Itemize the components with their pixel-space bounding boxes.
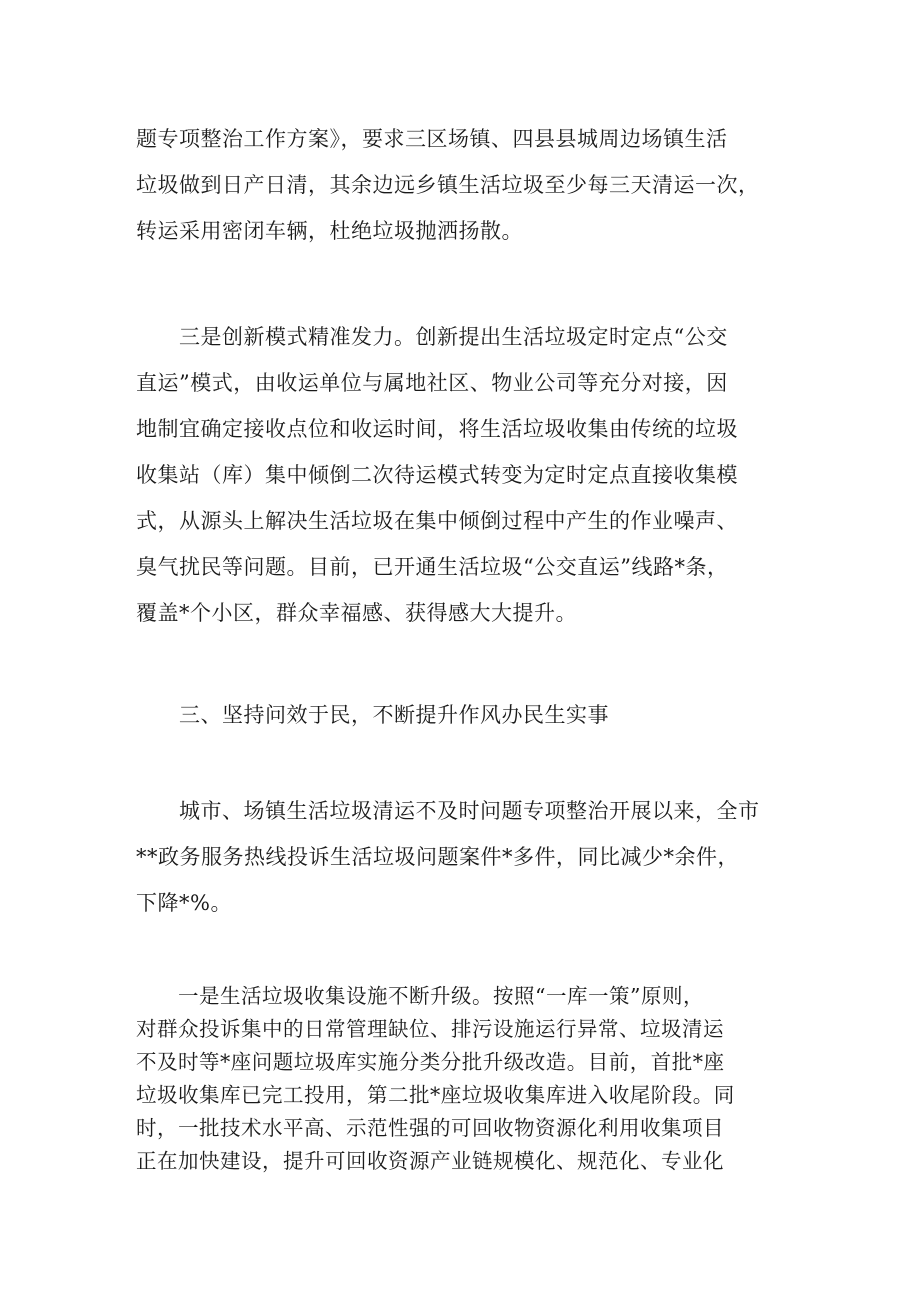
paragraph-complaint-results: 城市、场镇生活垃圾清运不及时问题专项整治开展以来，全市 **政务服务热线投诉生活垃圾问题案件*多件，同比减少*余件， 下降*%。 bbox=[136, 799, 760, 915]
section-heading-three: 三、坚持问效于民，不断提升作风办民生实事 bbox=[136, 703, 609, 727]
paragraph-innovation-mode: 三是创新模式精准发力。创新提出生活垃圾定时定点“公交 直运”模式，由收运单位与属地社区、物业公司等充分对接，因 地制宜确定接收点位和收运时间，将生活垃圾收集由传统的垃圾 收集站（库）集中倾倒二次待运模式转变为定时定点直接收集模 式，从源头上解决生活垃圾在集中倾倒过程中产生的作业噪声、 臭气扰民等问题。目前，已开通生活垃圾“公交直运”线路*条， 覆盖*个小区，群众幸福感、获得感大大提升。 bbox=[136, 325, 738, 625]
paragraph-plan-requirements: 题专项整治工作方案》，要求三区场镇、四县县城周边场镇生活 垃圾做到日产日清，其余边远乡镇生活垃圾至少每三天清运一次， 转运采用密闭车辆，杜绝垃圾抛洒扬散。 bbox=[136, 127, 760, 243]
paragraph-facility-upgrade: 一是生活垃圾收集设施不断升级。按照“一库一策”原则， 对群众投诉集中的日常管理缺位、排污设施运行异常、垃圾清运 不及时等*座问题垃圾库实施分类分批升级改造。目前，首批*座 垃圾收集库已完工投用，第二批*座垃圾收集库进入收尾阶段。同 时，一批技术水平高、示范性强的可回收物资源化利用收集项目 正在加快建设，提升可回收资源产业链规模化、规范化、专业化 bbox=[136, 984, 735, 1173]
